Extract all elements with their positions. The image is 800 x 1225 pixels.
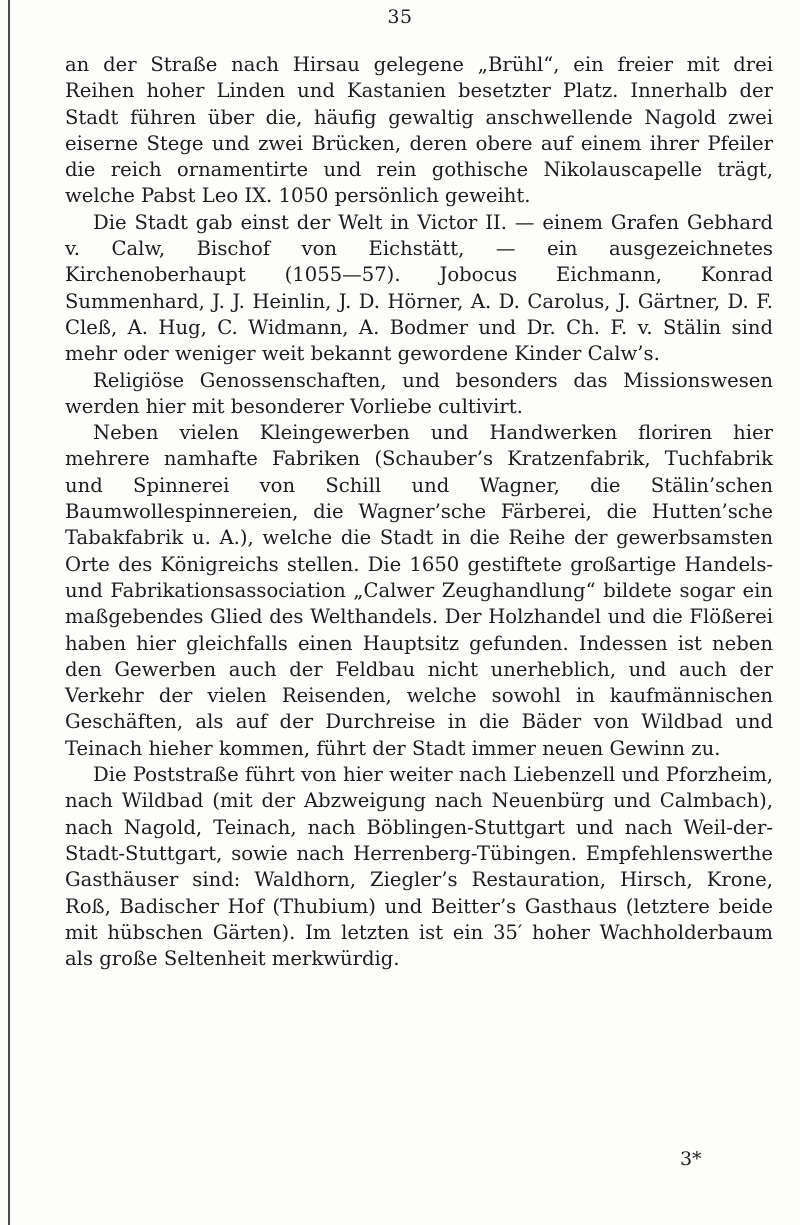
paragraph-bruehl-bridges: an der Straße nach Hirsau gelegene „Brühl“, ein freier mit drei Reihen hoher Linden und Kastanien besetzter Platz. Innerhalb der Stadt führen über die, häufig gewaltig anschwellende Nagold zwei eiserne Stege und zwei Brücken, deren obere auf einem ihrer Pfeiler die reich ornamentirte und rein gothische Nikolauscapelle trägt, welche Pabst Leo IX. 1050 persönlich geweiht.: [65, 53, 773, 208]
body-text: [65, 52, 773, 972]
page-number: 35: [387, 6, 413, 28]
page-edge-line: [8, 0, 10, 1225]
paragraph-religious-societies: Religiöse Genossenschaften, und besonders das Missionswesen werden hier mit besonderer Vorliebe cultivirt.: [65, 368, 773, 418]
paragraph-industry-trade: Neben vielen Kleingewerben und Handwerken floriren hier mehrere namhafte Fabriken (Schauber’s Kratzenfabrik, Tuchfabrik und Spinnerei von Schill und Wagner, die Stälin’schen Baumwollespinnereien, die Wagner’sche Färberei, die Hutten’sche Tabakfabrik u. A.), welche die Stadt in die Reihe der gewerbsamsten Orte des Königreichs stellen. Die 1650 gestiftete großartige Handels- und Fabrikationsassociation „Calwer Zeughandlung“ bildete sogar ein maßgebendes Glied des Welthandels. Der Holzhandel und die Flößerei haben hier gleichfalls einen Hauptsitz gefunden. Indessen ist neben den Gewerben auch der Feldbau nicht unerheblich, und auch der Verkehr der vielen Reisenden, welche sowohl in kaufmännischen Geschäften, als auf der Durchreise in die Bäder von Wildbad und Teinach hieher kommen, führt der Stadt immer neuen Gewinn zu.: [65, 421, 773, 760]
paragraph-notable-people: Die Stadt gab einst der Welt in Victor II. — einem Grafen Gebhard v. Calw, Bischof von Eichstätt, — ein ausgezeichnetes Kirchenoberhaupt (1055—57). Jobocus Eichmann, Konrad Summenhard, J. J. Heinlin, J. D. Hörner, A. D. Carolus, J. Gärtner, D. F. Cleß, A. Hug, C. Widmann, A. Bodmer und Dr. Ch. F. v. Stälin sind mehr oder weniger weit bekannt gewordene Kinder Calw’s.: [65, 210, 773, 366]
signature-mark: 3*: [680, 1148, 702, 1170]
paragraph-roads-inns: Die Poststraße führt von hier weiter nach Liebenzell und Pforzheim, nach Wildbad (mit der Abzweigung nach Neuenbürg und Calmbach), nach Nagold, Teinach, nach Böblingen-Stuttgart und nach Weil-der-Stadt-Stuttgart, sowie nach Herrenberg-Tübingen. Empfehlenswerthe Gasthäuser sind: Waldhorn, Ziegler’s Restauration, Hirsch, Krone, Roß, Badischer Hof (Thubium) und Beitter’s Gasthaus (letztere beide mit hübschen Gärten). Im letzten ist ein 35′ hoher Wachholderbaum als große Seltenheit merkwürdig.: [65, 763, 773, 971]
